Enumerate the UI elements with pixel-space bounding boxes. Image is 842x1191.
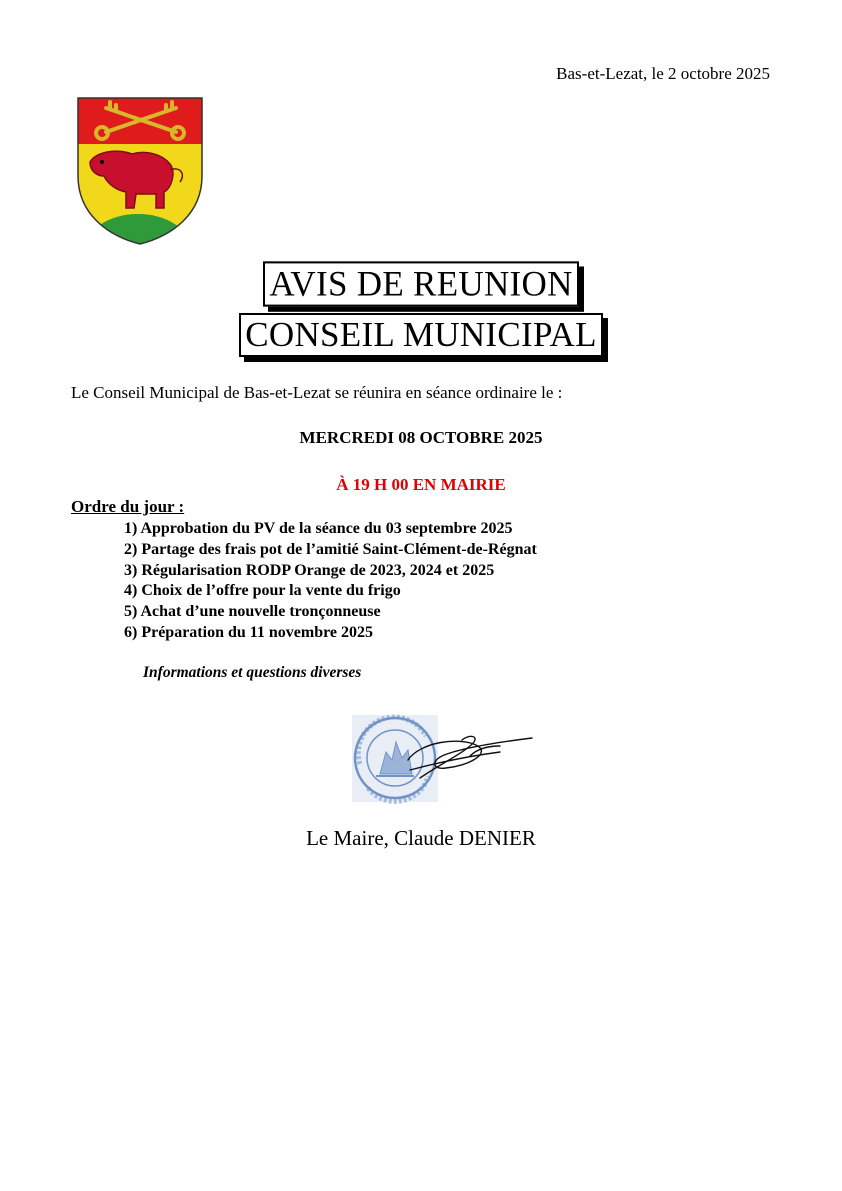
agenda-item: 3) Régularisation RODP Orange de 2023, 2024 et 2025 xyxy=(124,561,495,579)
title-box-2: CONSEIL MUNICIPAL xyxy=(239,313,603,357)
title-line-2 xyxy=(0,313,842,357)
agenda-item: 1) Approbation du PV de la séance du 03 septembre 2025 xyxy=(124,520,513,537)
title-line-1 xyxy=(0,262,842,306)
place-date: Bas-et-Lezat, le 2 octobre 2025 xyxy=(556,64,770,83)
agenda-item: 5) Achat d’une nouvelle tronçonneuse xyxy=(124,603,381,621)
meeting-date: MERCREDI 08 OCTOBRE 2025 xyxy=(299,428,543,447)
agenda-item: 4) Choix de l’offre pour la vente du frigo xyxy=(124,582,401,600)
title-box-1: AVIS DE REUNION xyxy=(263,261,578,306)
agenda-item: 2) Partage des frais pot de l’amitié Saint-Clément-de-Régnat xyxy=(124,540,537,558)
coat-of-arms-logo xyxy=(76,96,204,246)
misc-information: Informations et questions diverses xyxy=(143,664,362,681)
agenda-heading: Ordre du jour : xyxy=(71,497,185,516)
agenda-list xyxy=(124,519,537,644)
meeting-time-place: À 19 H 00 EN MAIRIE xyxy=(336,475,506,494)
intro-text: Le Conseil Municipal de Bas-et-Lezat se réunira en séance ordinaire le : xyxy=(71,383,563,402)
stamp-and-signature xyxy=(350,712,540,804)
agenda-item: 6) Préparation du 11 novembre 2025 xyxy=(124,623,374,641)
signatory: Le Maire, Claude DENIER xyxy=(306,826,536,850)
